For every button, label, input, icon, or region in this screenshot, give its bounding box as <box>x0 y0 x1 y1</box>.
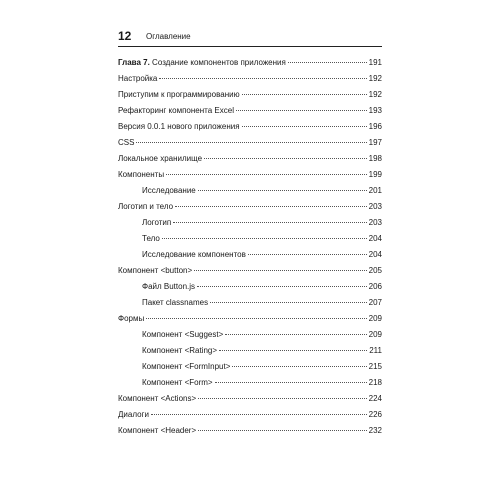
toc-entry-label <box>142 327 223 343</box>
toc-entry-page: 205 <box>368 266 382 275</box>
toc-entry-label <box>142 231 160 247</box>
dot-leader <box>232 366 366 367</box>
dot-leader <box>197 286 367 287</box>
dot-leader <box>242 126 367 127</box>
toc-entry-page: 204 <box>368 234 382 243</box>
dot-leader <box>162 238 367 239</box>
dot-leader <box>242 94 367 95</box>
toc-entry-text: Исследование <box>142 186 196 195</box>
table-of-contents <box>118 55 382 439</box>
toc-entry <box>118 183 382 199</box>
toc-entry-page: 232 <box>368 426 382 435</box>
toc-entry-page: 209 <box>368 330 382 339</box>
page-number: 12 <box>118 29 132 43</box>
toc-entry-text: Исследование компонентов <box>142 250 246 259</box>
toc-entry-label <box>118 151 202 167</box>
toc-entry <box>118 423 382 439</box>
toc-entry-page: 201 <box>368 186 382 195</box>
dot-leader <box>236 110 367 111</box>
toc-entry <box>118 375 382 391</box>
toc-entry-label <box>118 407 149 423</box>
toc-entry-text: Приступим к программированию <box>118 90 240 99</box>
toc-entry-page: 206 <box>368 282 382 291</box>
toc-entry <box>118 247 382 263</box>
toc-entry-text: Компонент <button> <box>118 266 193 275</box>
toc-entry-label <box>118 391 196 407</box>
toc-entry-page: 211 <box>369 346 382 355</box>
toc-entry <box>118 215 382 231</box>
toc-chapter-entry <box>118 55 382 71</box>
toc-entry-text: Компонент <Rating> <box>142 346 218 355</box>
toc-entry-label <box>142 279 195 295</box>
dot-leader <box>198 398 367 399</box>
toc-entry <box>118 407 382 423</box>
toc-entry <box>118 295 382 311</box>
toc-entry-text: Диалоги <box>118 410 149 419</box>
toc-entry-page: 192 <box>368 90 382 99</box>
toc-entry-page: 196 <box>368 122 382 131</box>
toc-entry <box>118 119 382 135</box>
toc-entry-label <box>142 183 196 199</box>
toc-entry-page: 226 <box>368 410 382 419</box>
toc-entry-page: 215 <box>368 362 382 371</box>
toc-entry-label <box>118 55 286 71</box>
toc-entry-text: Формы <box>118 314 145 323</box>
toc-entry-page: 218 <box>368 378 382 387</box>
toc-entry-text: Тело <box>142 234 160 243</box>
toc-entry-text: Файл Button.js <box>142 282 196 291</box>
toc-entry-text: CSS <box>118 138 135 147</box>
dot-leader <box>166 174 367 175</box>
toc-entry-text: Рефакторинг компонента Excel <box>118 106 234 115</box>
dot-leader <box>210 302 367 303</box>
dot-leader <box>146 318 366 319</box>
toc-entry-text: Пакет classnames <box>142 298 209 307</box>
toc-entry-page: 207 <box>368 298 382 307</box>
running-head <box>118 26 382 47</box>
dot-leader <box>204 158 367 159</box>
section-title: Оглавление <box>146 32 191 41</box>
toc-entry <box>118 103 382 119</box>
toc-entry-page: 199 <box>368 170 382 179</box>
toc-entry-label <box>142 215 171 231</box>
chapter-prefix: Глава 7. <box>118 58 150 67</box>
toc-entry-text: Компоненты <box>118 170 165 179</box>
dot-leader <box>198 430 366 431</box>
toc-entry-text: Компонент <Header> <box>118 426 197 435</box>
toc-entry-text: Компонент <Form> <box>142 378 213 387</box>
toc-entry <box>118 391 382 407</box>
toc-entry-label <box>118 167 164 183</box>
toc-entry <box>118 311 382 327</box>
toc-entry-page: 193 <box>368 106 382 115</box>
toc-entry-label <box>142 343 217 359</box>
toc-entry-label <box>118 423 196 439</box>
toc-entry-text: Версия 0.0.1 нового приложения <box>118 122 240 131</box>
toc-entry-page: 191 <box>368 58 382 67</box>
toc-entry-text: Локальное хранилище <box>118 154 203 163</box>
dot-leader <box>173 222 366 223</box>
dot-leader <box>136 142 366 143</box>
toc-entry-label <box>118 199 173 215</box>
toc-entry-text: Логотип и тело <box>118 202 174 211</box>
toc-entry-label <box>142 247 246 263</box>
toc-entry-label <box>118 311 144 327</box>
toc-entry-text: Компонент <Suggest> <box>142 330 224 339</box>
toc-entry <box>118 199 382 215</box>
toc-entry-label <box>118 71 157 87</box>
toc-entry-page: 209 <box>368 314 382 323</box>
dot-leader <box>215 382 367 383</box>
toc-entry-label <box>118 135 134 151</box>
toc-entry <box>118 327 382 343</box>
toc-entry-label <box>142 375 213 391</box>
toc-entry-label <box>142 295 208 311</box>
toc-entry-page: 198 <box>368 154 382 163</box>
toc-entry-text: Создание компонентов приложения <box>149 58 286 67</box>
toc-entry-text: Логотип <box>142 218 172 227</box>
toc-entry-label <box>118 87 240 103</box>
toc-entry-page: 192 <box>368 74 382 83</box>
toc-entry <box>118 167 382 183</box>
dot-leader <box>175 206 367 207</box>
dot-leader <box>198 190 367 191</box>
toc-entry-page: 224 <box>368 394 382 403</box>
toc-entry <box>118 279 382 295</box>
toc-entry <box>118 135 382 151</box>
toc-entry <box>118 71 382 87</box>
toc-entry <box>118 359 382 375</box>
dot-leader <box>288 62 367 63</box>
toc-entry-label <box>118 263 192 279</box>
toc-entry-text: Настройка <box>118 74 158 83</box>
toc-entry-text: Компонент <FormInput> <box>142 362 231 371</box>
toc-entry <box>118 87 382 103</box>
toc-entry-page: 197 <box>368 138 382 147</box>
toc-entry-label <box>118 103 234 119</box>
dot-leader <box>225 334 366 335</box>
dot-leader <box>151 414 367 415</box>
dot-leader <box>219 350 367 351</box>
toc-entry <box>118 151 382 167</box>
toc-entry-label <box>118 119 240 135</box>
toc-entry <box>118 263 382 279</box>
dot-leader <box>248 254 367 255</box>
toc-entry-label <box>142 359 230 375</box>
toc-entry-page: 203 <box>368 218 382 227</box>
toc-entry <box>118 343 382 359</box>
toc-entry <box>118 231 382 247</box>
toc-entry-text: Компонент <Actions> <box>118 394 197 403</box>
toc-entry-page: 204 <box>368 250 382 259</box>
dot-leader <box>159 78 366 79</box>
dot-leader <box>194 270 366 271</box>
toc-entry-page: 203 <box>368 202 382 211</box>
